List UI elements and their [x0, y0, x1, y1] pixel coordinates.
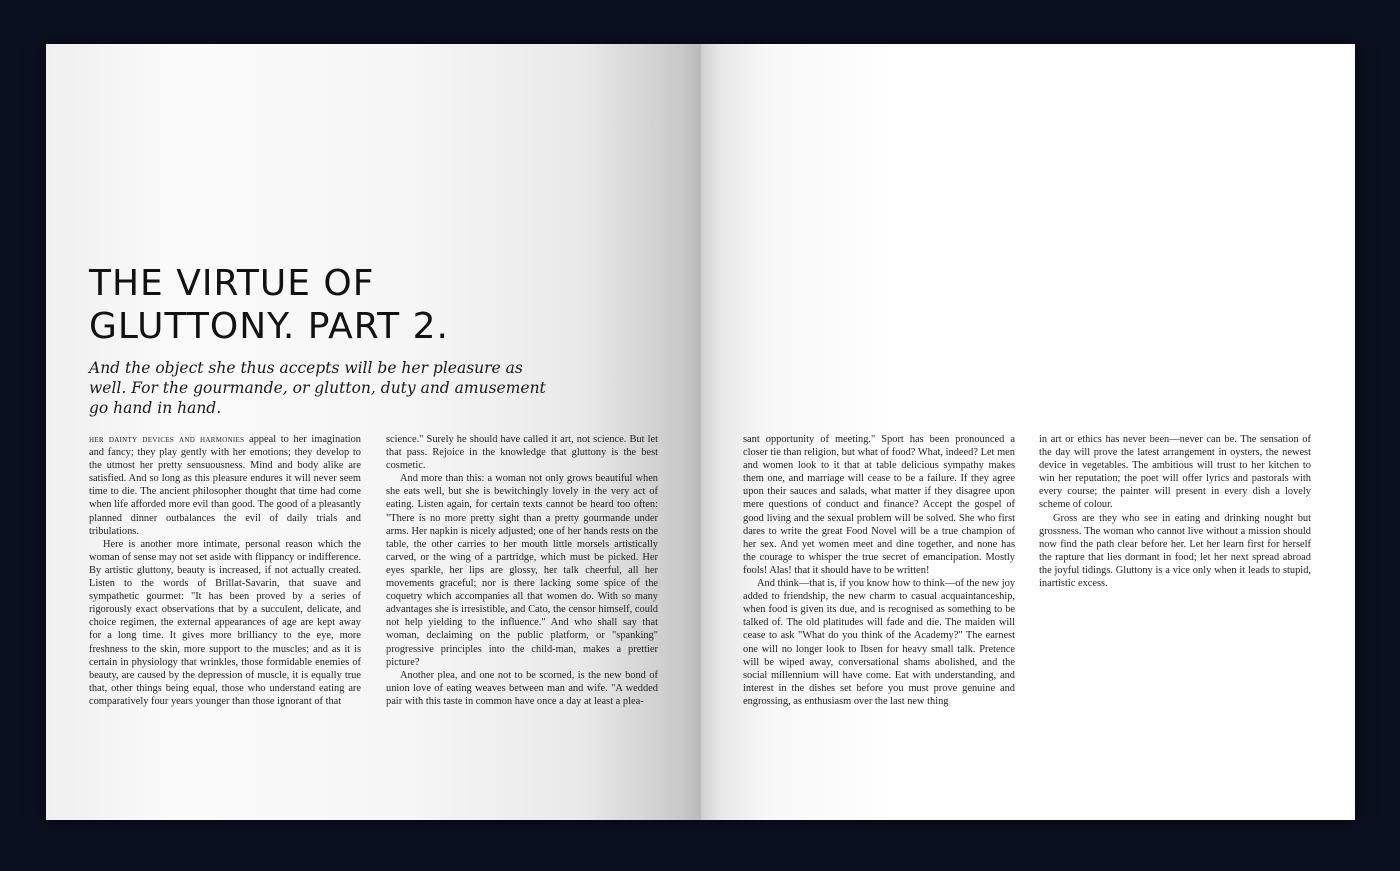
- paragraph-text: appeal to her imagination and fancy; they play gently with her emotions; they develop to the utmost her pretty sensuousness. Mind and body alike are satisfied. And so long as this pleasure endures it will never seem time to die. The ancient philosopher thought that time had come when life afforded more evil than good. The good of a pleasantly planned dinner outbalances the evil of daily trials and tribulations.: [89, 434, 361, 537]
- article-title: [89, 262, 449, 348]
- paragraph: Another plea, and one not to be scorned, is the new bond of union love of eating weaves between man and wife. "A wedded pair with this taste in common have once a day at least a plea-: [386, 669, 658, 707]
- title-line-1: THE VIRTUE OF: [89, 263, 375, 304]
- text-column-3: [743, 433, 1015, 708]
- text-column-4: [1039, 433, 1311, 590]
- paragraph: And more than this: a woman not only grows beautiful when she eats well, but she is bewitchingly lovely in the very act of eating. Listen again, for certain texts cannot be heard too often: "There is no more pretty sight than a pretty gourmande under arms. Her napkin is nicely adjusted; one of her hands rests on the table, the other carries to her mouth little morsels artistically carved, or the wing of a partridge, which must be picked. Her eyes sparkle, her lips are glossy, her talk cheerful, all her movements graceful; nor is there lacking some spice of the coquetry which accompanies all that women do. With so many advantages she is irresistible, and Cato, the censor himself, could not help yielding to the influence." And who shall say that woman, declaiming on the public platform, or "spanking" progressive principles into the child-man, makes a prettier picture?: [386, 473, 658, 668]
- paragraph: [89, 433, 361, 538]
- title-line-2: GLUTTONY. PART 2.: [89, 306, 449, 347]
- paragraph: Here is another more intimate, personal reason which the woman of sense may not set aside with flippancy or indifference. By artistic gluttony, beauty is increased, if not actually created. Listen to the words of Brillat-Savarin, that suave and sympathetic gourmet: "It has been proved by a series of rigorously exact observations that by a succulent, delicate, and choice regimen, the external appearances of age are kept away for a long time. It gives more brilliancy to the eye, more freshness to the skin, more support to the muscles; and as it is certain in physiology that wrinkles, those formidable enemies of beauty, are caused by the depression of muscle, it is equally true that, other things being equal, those who understand eating are comparatively four years younger than those ignorant of that: [89, 538, 361, 707]
- article-subtitle: And the object she thus accepts will be her pleasure as well. For the gourmande, or glutton, duty and amusement go hand in hand.: [89, 359, 546, 417]
- lead-in: her dainty devices and harmonies: [89, 434, 245, 445]
- text-column-1: [89, 433, 361, 708]
- paragraph: And think—that is, if you know how to think—of the new joy added to friendship, the new charm to casual acquaintanceship, when food is given its due, and is recognised as something to be talked of. The old platitudes will fade and die. The maiden will cease to ask "What do you think of the Academy?" The earnest one will no longer look to Ibsen for heavy small talk. Pretence will be wiped away, conversational shams abolished, and the social millennium will have come. Eat with understanding, and interest in the dishes set before you must prove genuine and engrossing, as enthusiasm over the last new thing: [743, 578, 1016, 707]
- text-column-2: [386, 433, 658, 708]
- paragraph: in art or ethics has never been—never can be. The sensation of the day will prove the latest arrangement in oysters, the newest device in vegetables. The ambitious will trust to her kitchen to win her reputation; the poet will offer lyrics and pastorals with every course; the painter will present in every dish a lovely scheme of colour.: [1039, 434, 1311, 511]
- right-page: [701, 44, 1355, 820]
- paragraph: science." Surely he should have called it art, not science. But let that pass. Rejoice in the knowledge that gluttony is the best cosmetic.: [386, 434, 658, 472]
- left-page: [46, 44, 701, 820]
- paragraph: sant opportunity of meeting." Sport has been pronounced a closer tie than religion, but what of food? What, indeed? Let men and women look to it that at table delicious sympathy makes them one, and marriage will cease to be a failure. If they agree upon their sauces and salads, what matter if they disagree upon mere questions of conduct and finance? Accept the gospel of good living and the sexual problem will be solved. She who first dares to write the great Food Novel will be a true champion of her sex. And yet women meet and dine together, and none has the courage to whisper the true secret of emancipation. Mostly fools! Alas! that it should have to be written!: [743, 434, 1015, 576]
- paragraph: Gross are they who see in eating and drinking nought but grossness. The woman who cannot live without a mission should now find the path clear before her. Let her learn first for herself the rapture that lies dormant in food; let her next spread abroad the joyful tidings. Gluttony is a vice only when it leads to stupid, inartistic excess.: [1039, 512, 1311, 590]
- magazine-spread: [46, 44, 1355, 820]
